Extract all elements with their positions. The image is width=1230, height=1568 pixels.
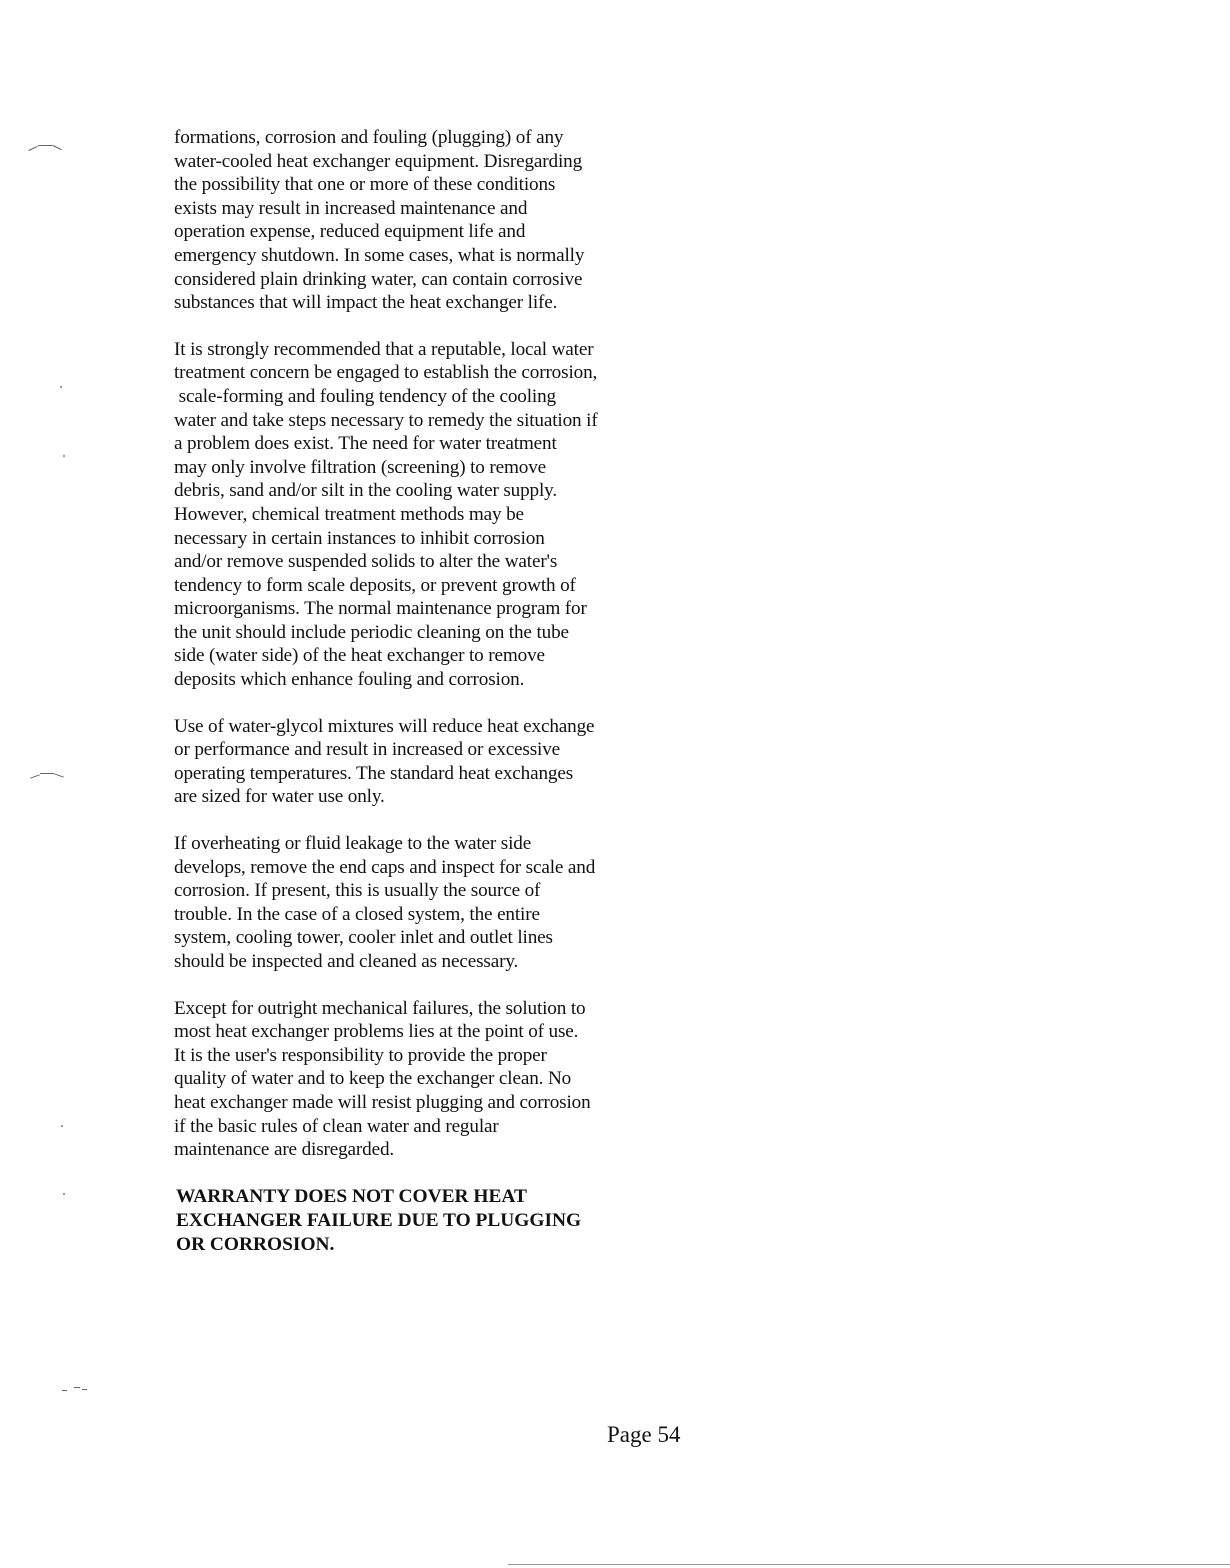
text-line: substances that will impact the heat exchanger life. [174,292,558,314]
text-line: side (water side) of the heat exchanger to remove [174,645,545,667]
scan-mark [40,773,54,774]
scan-mark [63,455,65,457]
text-line: necessary in certain instances to inhibit corrosion [174,527,545,549]
text-line: the possibility that one or more of these conditions [174,174,556,196]
text-line: Use of water-glycol mixtures will reduce heat exchange [174,715,595,737]
text-line: if the basic rules of clean water and regular [174,1115,499,1137]
text-line: develops, remove the end caps and inspect for scale and [174,856,596,878]
scan-mark [30,774,40,778]
paragraph-water-conditions [174,126,642,315]
scan-mark [62,1390,67,1391]
text-line: formations, corrosion and fouling (plugging) of any [174,127,564,148]
text-line: trouble. In the case of a closed system, the entire [174,903,540,925]
text-line: Except for outright mechanical failures, the solution to [174,997,586,1019]
text-line: are sized for water use only. [174,786,385,808]
paragraph-overheating [174,832,642,974]
text-line: heat exchanger made will resist plugging and corrosion [174,1091,591,1113]
text-line: maintenance are disregarded. [174,1139,395,1161]
text-line: should be inspected and cleaned as necessary. [174,951,519,972]
text-line: may only involve filtration (screening) to remove [174,456,547,478]
scan-mark [54,773,64,777]
text-line: scale-forming and fouling tendency of the cooling [174,385,556,407]
text-line: debris, sand and/or silt in the cooling water supply. [174,480,558,502]
text-line: water-cooled heat exchanger equipment. Disregarding [174,150,583,172]
text-line: microorganisms. The normal maintenance program for [174,598,587,620]
text-line: quality of water and to keep the exchanger clean. No [174,1068,572,1090]
scan-mark [82,1389,87,1390]
text-line: considered plain drinking water, can contain corrosive [174,268,583,290]
text-line: operating temperatures. The standard heat exchanges [174,762,574,784]
text-line: operation expense, reduced equipment life and [174,221,526,243]
text-line: deposits which enhance fouling and corrosion. [174,669,525,691]
warning-line: WARRANTY DOES NOT COVER HEAT [176,1185,527,1207]
paragraph-water-glycol [174,715,642,809]
paragraph-user-responsibility [174,997,642,1162]
scan-mark [38,145,52,146]
text-line: and/or remove suspended solids to alter the water's [174,551,558,573]
text-line: It is strongly recommended that a reputable, local water [174,338,594,360]
scan-mark [52,145,61,150]
text-line: exists may result in increased maintenance and [174,197,528,219]
scan-mark [74,1387,80,1388]
scan-mark [28,146,37,151]
scan-mark [63,1193,65,1195]
text-line: or performance and result in increased or excessive [174,739,561,761]
scan-mark [61,1125,63,1127]
text-line: If overheating or fluid leakage to the water side [174,833,532,855]
text-line: However, chemical treatment methods may be [174,503,524,525]
warning-line: EXCHANGER FAILURE DUE TO PLUGGING [176,1209,582,1231]
text-line: most heat exchanger problems lies at the point of use. [174,1021,579,1043]
text-line: tendency to form scale deposits, or prevent growth of [174,574,576,596]
text-line: corrosion. If present, this is usually the source of [174,880,541,902]
text-line: system, cooling tower, cooler inlet and outlet lines [174,927,553,949]
text-line: It is the user's responsibility to provide the proper [174,1044,547,1066]
page-number: Page 54 [607,1422,681,1447]
text-line: emergency shutdown. In some cases, what is normally [174,244,585,266]
scan-mark [60,386,62,388]
warning-line: OR CORROSION. [176,1233,335,1255]
text-line: water and take steps necessary to remedy the situation if [174,409,598,431]
text-line: the unit should include periodic cleaning on the tube [174,621,569,643]
text-line: treatment concern be engaged to establish the corrosion, [174,362,598,384]
warranty-warning [176,1185,642,1257]
scan-edge-line [508,1564,1230,1565]
text-line: a problem does exist. The need for water treatment [174,433,557,455]
paragraph-water-treatment [174,338,642,692]
body-column [174,126,642,1257]
